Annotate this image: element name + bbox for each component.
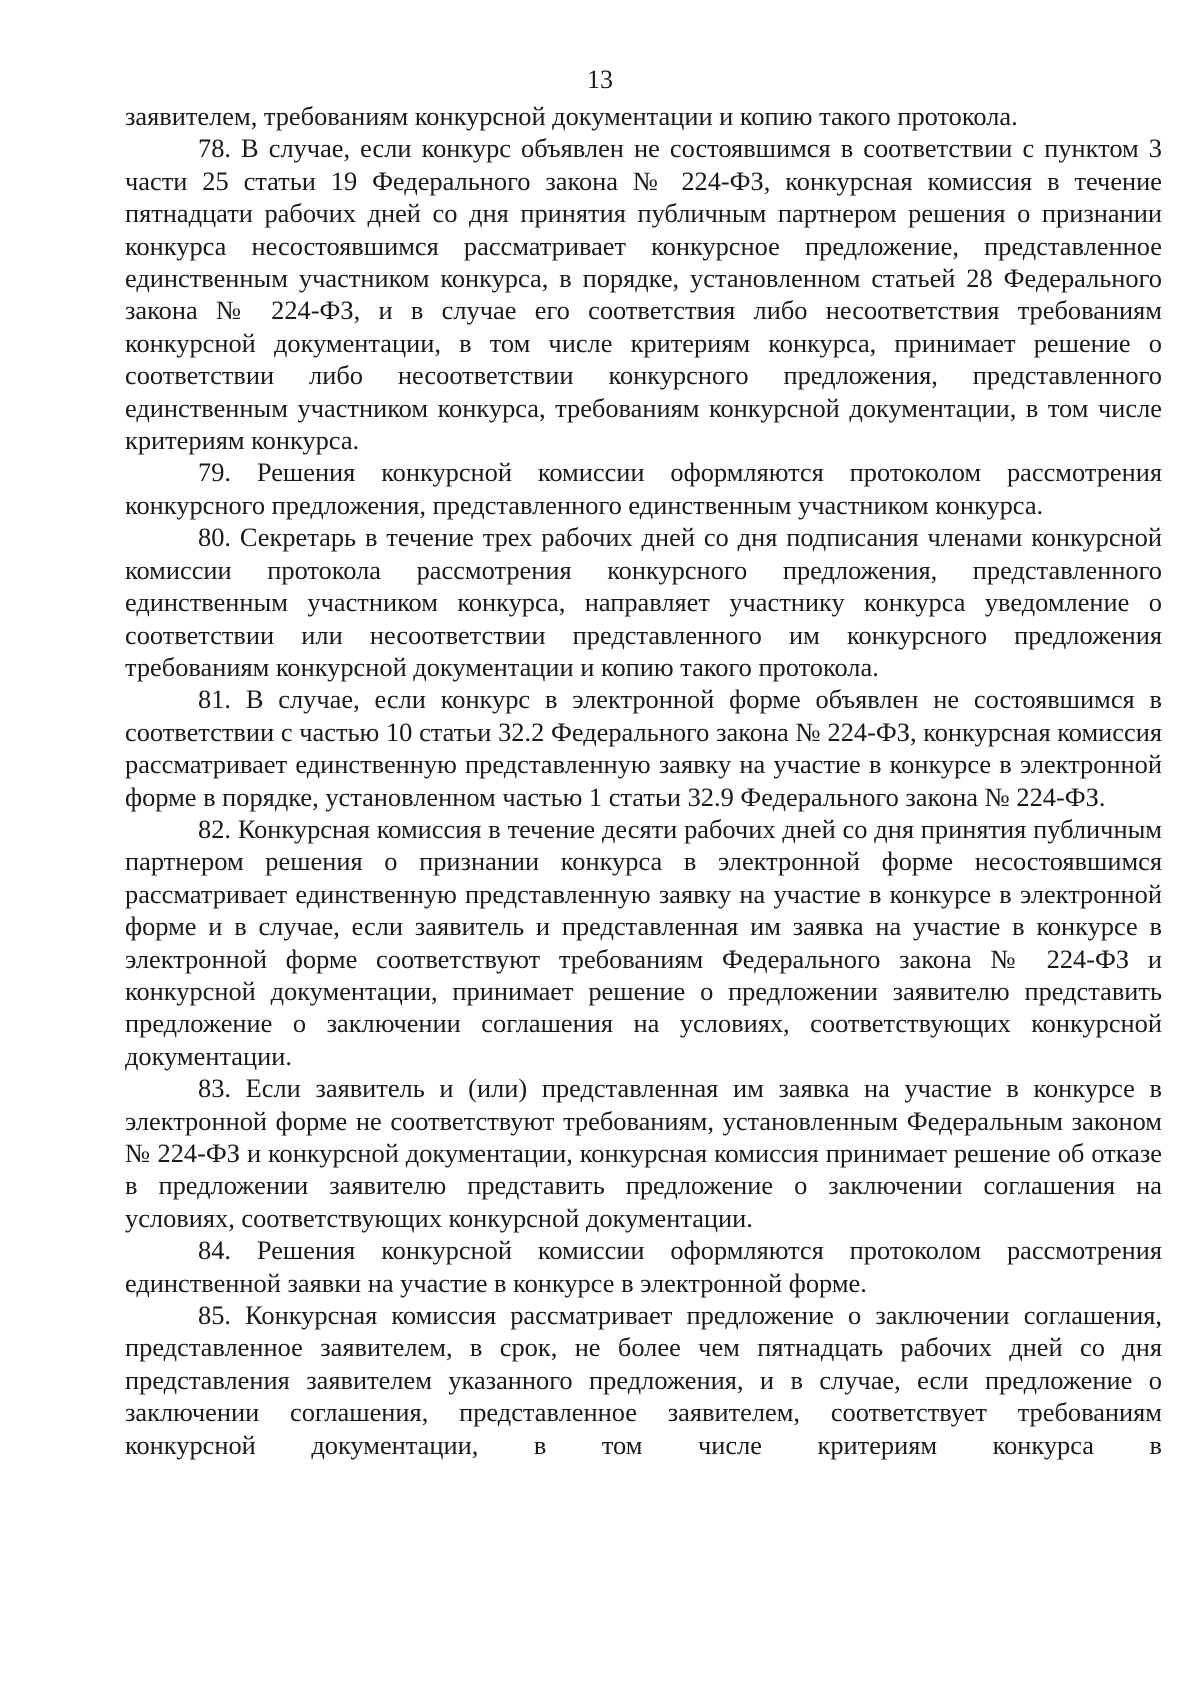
paragraph-81: 81. В случае, если конкурс в электронной форме объявлен не состоявшимся в соответствии с частью 10 статьи 32.2 Федерального закона № 224-ФЗ, конкурсная комиссия рассматривает единственную представленную заявку на участие в конкурсе в электронной форме в порядке, установленном частью 1 статьи 32.9 Федерального закона № 224-ФЗ. <box>125 684 1162 812</box>
paragraph-79: 79. Решения конкурсной комиссии оформляются протоколом рассмотрения конкурсного предложения, представленного единственным участником конкурса. <box>125 457 1162 520</box>
paragraph-84: 84. Решения конкурсной комиссии оформляются протоколом рассмотрения единственной заявки на участие в конкурсе в электронной форме. <box>125 1235 1162 1298</box>
paragraph-78: 78. В случае, если конкурс объявлен не состоявшимся в соответствии с пунктом 3 части 25 статьи 19 Федерального закона № 224-ФЗ, конкурсная комиссия в течение пятнадцати рабочих дней со дня принятия публичным партнером решения о признании конкурса несостоявшимся рассматривает конкурсное предложение, представленное единственным участником конкурса, в порядке, установленном статьей 28 Федерального закона № 224-ФЗ, и в случае его соответствия либо несоответствия требованиям конкурсной документации, в том числе критериям конкурса, принимает решение о соответствии либо несоответствии конкурсного предложения, представленного единственным участником конкурса, требованиям конкурсной документации, в том числе критериям конкурса. <box>125 133 1162 456</box>
paragraph-continued: заявителем, требованиям конкурсной документации и копию такого протокола. <box>125 101 1018 131</box>
document-body <box>125 100 1162 1461</box>
paragraph-82: 82. Конкурсная комиссия в течение десяти рабочих дней со дня принятия публичным партнером решения о признании конкурса в электронной форме несостоявшимся рассматривает единственную представленную заявку на участие в конкурсе в электронной форме и в случае, если заявитель и представленная им заявка на участие в конкурсе в электронной форме соответствуют требованиям Федерального закона № 224-ФЗ и конкурсной документации, принимает решение о предложении заявителю представить предложение о заключении соглашения на условиях, соответствующих конкурсной документации. <box>125 813 1162 1071</box>
page-number: 13 <box>587 65 613 94</box>
paragraph-83: 83. Если заявитель и (или) представленная им заявка на участие в конкурсе в электронной форме не соответствуют требованиям, установленным Федеральным законом № 224-ФЗ и конкурсной документации, конкурсная комиссия принимает решение об отказе в предложении заявителю представить предложение о заключении соглашения на условиях, соответствующих конкурсной документации. <box>125 1073 1162 1233</box>
paragraph-85: 85. Конкурсная комиссия рассматривает предложение о заключении соглашения, представленное заявителем, в срок, не более чем пятнадцать рабочих дней со дня представления заявителем указанного предложения, и в случае, если предложение о заключении соглашения, представленное заявителем, соответствует требованиям конкурсной документации, в том числе критериям конкурса в <box>125 1300 1162 1460</box>
paragraph-80: 80. Секретарь в течение трех рабочих дней со дня подписания членами конкурсной комиссии протокола рассмотрения конкурсного предложения, представленного единственным участником конкурса, направляет участнику конкурса уведомление о соответствии или несоответствии представленного им конкурсного предложения требованиям конкурсной документации и копию такого протокола. <box>125 522 1162 682</box>
